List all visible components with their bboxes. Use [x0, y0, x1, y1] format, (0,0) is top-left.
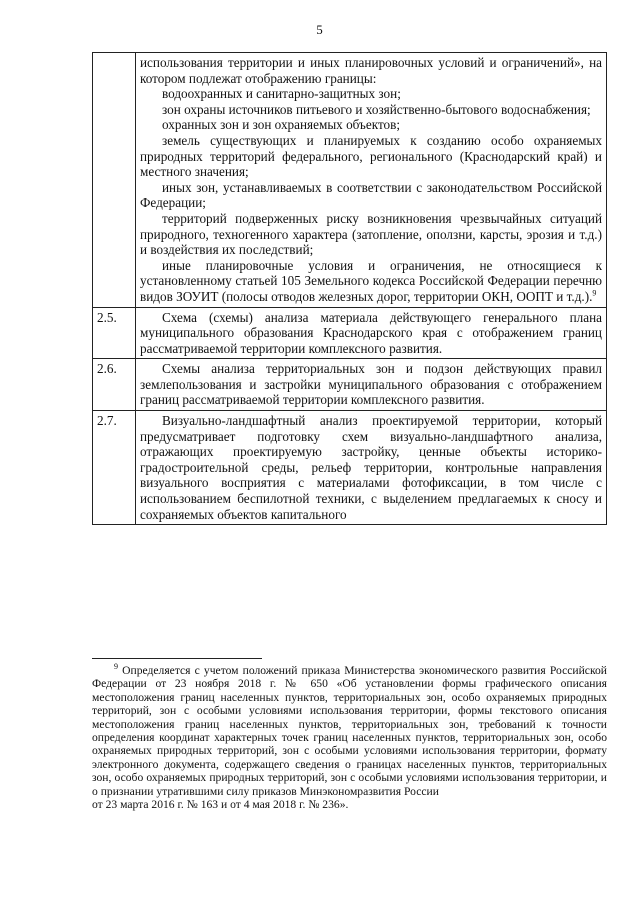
row-number: 2.5.: [93, 307, 136, 359]
paragraph-text: охранных зон и зон охраняемых объектов;: [162, 117, 401, 133]
paragraph-text: иных зон, устанавливаемых в соответствии с законодательством Российской Федерации;: [140, 179, 602, 211]
table-row: [93, 53, 607, 308]
paragraph-text: зон охраны источников питьевого и хозяйственно-бытового водоснабжения;: [162, 101, 591, 117]
row-number: [93, 53, 136, 308]
row-content: [136, 307, 607, 359]
table-row: [93, 307, 607, 359]
page-number: 5: [316, 22, 323, 37]
row-paragraph: [140, 55, 602, 86]
paragraph-text: земель существующих и планируемых к созданию особо охраняемых природных территорий федерального, регионального (Краснодарский край) и местного значения;: [140, 132, 602, 180]
row-content: [136, 359, 607, 411]
row-paragraph: [140, 258, 602, 305]
row-number: 2.7.: [93, 411, 136, 525]
row-paragraph: [140, 413, 602, 522]
paragraph-text: использования территории и иных планировочных условий и ограничений», на котором подлежат отображению границы:: [140, 55, 602, 86]
footnote-mark: 9: [114, 662, 118, 672]
footnote-separator: [92, 658, 262, 659]
row-paragraph: [140, 133, 602, 180]
paragraph-text: Визуально-ландшафтный анализ проектируемой территории, который предусматривает подготовку схем визуально-ландшафтного анализа, отражающих проектируемую застройку, ценные объекты историко-градостроительной среды, рельеф территории, контрольные направления визуального восприятия с материалами фотофиксации, в том числе с использованием беспилотной техники, с выделением предлагаемых к сносу и сохраняемых объектов капитального: [140, 413, 602, 522]
paragraph-text: водоохранных и санитарно-защитных зон;: [162, 86, 401, 102]
paragraph-text: Схемы анализа территориальных зон и подзон действующих правил землепользования и застройки муниципального образования с отображением границ рассматриваемой территории комплексного развития.: [140, 361, 602, 408]
row-number: 2.6.: [93, 359, 136, 411]
row-paragraph: [140, 117, 602, 133]
row-paragraph: [140, 180, 602, 211]
table-row: [93, 411, 607, 525]
paragraph-text: иные планировочные условия и ограничения, не относящиеся к установленному статьей 105 Земельного кодекса Российской Федерации перечню видов ЗОУИТ (полосы отводов железных дорог, территории ОКН, ООПТ и т.д.).: [140, 257, 602, 304]
footnote-continuation: от 23 марта 2016 г. № 163 и от 4 мая 2018 г. № 236».: [92, 798, 349, 812]
paragraph-text: территорий подверженных риску возникновения чрезвычайных ситуаций природного, техногенного характера (затопление, оползни, карсты, эрозия и т.д.) и воздействия их последствий;: [140, 210, 602, 258]
footnote: [92, 664, 607, 811]
footnote-text: Определяется с учетом положений приказа Министерства экономического развития Российской Федерации от 23 ноября 2018 г. № 650 «Об установлении формы графического описания местоположения границ населенных пунктов, территориальных зон, особо охраняемых природных территорий, зон с особыми условиями использования территории, формы текстового описания местоположения границ населенных пунктов, территориальных зон, требований к точности определения координат характерных точек границ населенных пунктов, территориальных зон, особо охраняемых природных территорий, зон с особыми условиями использования территории, формату электронного документа, содержащего сведения о границах населенных пунктов, территориальных зон, особо охраняемых природных территорий, зон с особыми условиями использования территории, и о признании утратившими силу приказов Минэкономразвития России: [92, 664, 607, 798]
row-content: [136, 53, 607, 308]
row-paragraph: [140, 211, 602, 258]
requirements-table: [92, 52, 607, 525]
row-paragraph: [140, 102, 602, 118]
row-paragraph: [140, 86, 602, 102]
footnote-reference: 9: [592, 288, 597, 298]
row-paragraph: [140, 361, 602, 408]
paragraph-text: Схема (схемы) анализа материала действующего генерального плана муниципального образования Краснодарского края с отображением границ рассматриваемой территории комплексного развития.: [140, 309, 602, 356]
table-row: [93, 359, 607, 411]
row-paragraph: [140, 310, 602, 357]
row-content: [136, 411, 607, 525]
footnote-body: [92, 664, 607, 798]
